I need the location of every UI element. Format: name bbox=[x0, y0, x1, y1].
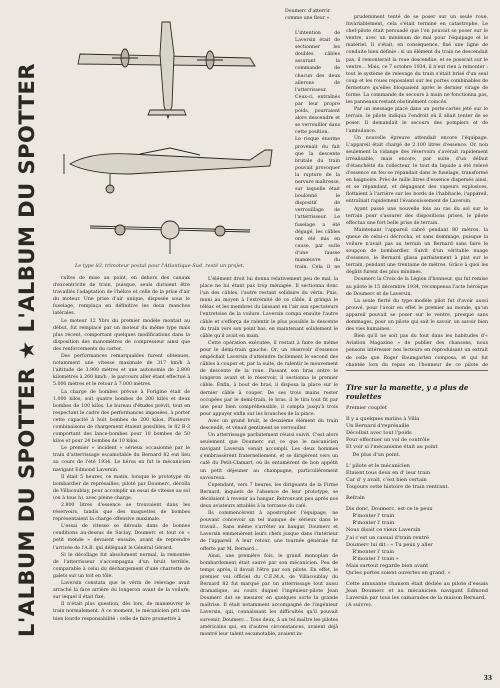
paragraph: Des performances remarquables furent obtenues, notamment une vitesse maximale de 317 km/h à l'altitude de 3.900 mètres et une autonomie de 2.800 kilomètres à 260 km/h ; le parcours aller étant effectué à 5.000 mètres et le retour à 7.000 mètres. bbox=[53, 354, 190, 388]
paragraph: Cependant, vers 7 heures, les dirigeants de la Firme Bernard, inquiets de l'absence de leur prototype, se décidaient à revenir au hangar. Retrouvant peu après nos deux aviateurs attablés à la terrasse du café. bbox=[200, 482, 338, 509]
paragraph: Il était 5 heures, ce matin, lorsque le prototype du bombardier de représailles, piloté par Doumerc, décolla de Villacoublay, pour accomplir un essai de vitesse au sol (ou à tous h), avec pleine charge. bbox=[53, 474, 190, 501]
top-strip-text: Doumerc d'atterrir comme une fleur ». bbox=[285, 9, 331, 21]
song-line: Toujours cette histoire de train rentrant. bbox=[346, 483, 450, 490]
narrow-column bbox=[295, 30, 340, 270]
paragraph: Cette opération exécutée, il restait à faire de même pour le demi-train gauche. Or, un réservoir d'essence empêchait Laversin d'atteindre facilement le second des câbles à couper et, par la suite, de ralentir le mouvement de descente de la roue. Passant son bras entre le longeron avant et le réservoir, il sectionna le premier câble. Enfin, à bout de bras, il disposa la place sur le dernier câble à couper. De ses trois mains rester occupées par le demi-train, le bras, il le tira tout fit par une peur bien compréhensible, il compta jusqu'à trois pour appuyer enfin sur les branches de la pince. bbox=[200, 340, 338, 417]
song-line: De plus d'un point. bbox=[346, 451, 401, 458]
song-line: R'monter l' train bbox=[346, 513, 395, 520]
song-line: R'monter l' train bbox=[346, 520, 395, 527]
paragraph: Doumerc la Croix de la Légion d'honneur, qui fut remise au pilote le 15 décembre 1934, récompensa l'acte héroïque de Doumerc et de Laversin. bbox=[346, 277, 488, 297]
paragraph: Bien qu'il ne soit pas du tout dans les habitudes d'« Aviation Magazine » de publier des chansons, nous pensons intéresser nos lecteurs en reproduisant un extrait de celle que Roger Baumgarten composa, et qui fut chantée lors du repas en l'honneur de ce pilote de bbox=[346, 334, 488, 368]
aircraft-drawing bbox=[50, 14, 290, 264]
page-number: 33 bbox=[483, 675, 492, 682]
figure-caption: Le type 83, trimoteur postal pour l'Atlantique-Sud, resté un projet. bbox=[75, 263, 245, 269]
paragraph: La seule fierté du type modèle pilot fut d'avoir aussi prouvé, pour l'avoir eu effet le premier au monde, qu'un appareil pouvait se poser sur le ventre, presque sans dommages, pour un pilote qui sait le savoir, un savoir bien des vies humaines. bbox=[346, 298, 488, 333]
song-title: Tire sur la manette, y a plus de roulettes bbox=[346, 383, 469, 401]
song-line: Un Bernard d'représaille bbox=[346, 423, 410, 430]
song-line: (A suivre). bbox=[346, 602, 373, 609]
paragraph: L'élément droit lui donna relativement peu de mal, la place ne lui étant pas trop ménagée. Il sectionna donc l'un des câbles, l'autre restant solidaire du vérin. Puis, muni au moyen à l'extrémité de ce câble, il grimpa le téléac et les membres du laissant en l'air aux spectateurs l'entretoise de la voilure. Laversin compa ensuite l'autre câble et s'efforça de ralentir le plus possible la descente du train vers son point bas, en maintenant solidement le câble qu'il avait en main. bbox=[200, 277, 338, 339]
paragraph: Le moteur 12 Ybrs du premier modèle montait au début, fut remplacé par un moteur du même type mais plus récent, comportant quelques modifications dans la disposition des manomètres de compresseur ainsi que des renforcements du carter. bbox=[53, 318, 190, 352]
text-column-left bbox=[53, 275, 190, 670]
song-line: Cette amusante chanson était dédiée au pilote d'essais Jean Doumerc et au mécanicien navigant Edmond Laversin par tous les camarades de la maison Bernard. bbox=[346, 581, 488, 602]
narrow-paragraph: Le risque énorme provenait du fait que la descente brutale du train pouvait provoquer la rupture de la nervure maîtresse, sur laquelle était boulonné le dispositif de verrouillage de l'atterrisseur. Le fuselage a été dégagé, les câbles ont été mis en cause, par suite d'une fausse manœuvre du train. Cela il ne bbox=[295, 137, 340, 270]
paragraph: Ayant passé une nouvelle fois au ras du sol sur le terrain pour s'assurer des dispositions prises, le pilote effectua une fort belle prise de terrain. bbox=[346, 206, 488, 226]
paragraph: Par un message placé dans un porte-cartes jeté sur le terrain, le pilote indiqua l'endroit où il allait tenter de se poser. Il demandait le secours des pompiers et de l'ambulance. bbox=[346, 107, 488, 134]
text-column-middle bbox=[200, 276, 338, 671]
paragraph: cuîtes de mise au point, en dehors des canaux d'excentricité de train, puisque, seuls duraient être travaillés l'adaptation de l'hélice et celle de la prise d'air du moteur. Une prise d'air unique, disposée sous le fuselage, remplaça en définitive les deux manches latérales. bbox=[53, 276, 190, 317]
paragraph: Un atterrissage parfaitement réussi suivit. C'est alors seulement que Doumerc sut ce que le mécanicien navigant Laversin venait accompli. Les deux hommes s'embrassèrent fraternellement, et se dirigèrent vers un café du Petit-Clamart, où ils entamèrent de bon appétit un petit déjeuner au champagne, particulièrement savoureux. bbox=[200, 433, 338, 481]
song-line: L' pilote et le mécanicien bbox=[346, 462, 410, 469]
paragraph: Laversin constata que le vérin de relevage avait arraché la face arrière du longeron avant de la voilure, sur lequel il était fixé. bbox=[53, 581, 190, 601]
song-lines bbox=[346, 405, 488, 609]
song-line: Nous disait ce vieux Laversin bbox=[346, 527, 421, 534]
paragraph: 2.800 litres d'essence se trouvaient dans les réservoirs, tandis que des maquettes de bombes représentaient la charge offensive maximale. bbox=[53, 503, 190, 523]
song-line: Et voir si l'mécanisme était au point bbox=[346, 444, 438, 451]
paragraph: L'essai de vitesse se déroula dans de bonnes conditions au-dessus de Saclay. Doumerc et tout ce « petit monde » devaient ensuite, avant de reprendre l'arrivée de l'A.B. qui déléguait le Général Gérard. bbox=[53, 524, 190, 551]
side-title-banner bbox=[12, 30, 42, 670]
song-section bbox=[346, 383, 488, 673]
song-line: Mais surtout regarde bien avant bbox=[346, 562, 429, 569]
side-title: L'ALBUM DU SPOTTER ★ L'ALBUM DU SPOTTER bbox=[15, 63, 39, 637]
song-line: Étaient tous deux en d' leur train bbox=[346, 469, 431, 476]
paragraph: Ils commencèrent à apostropher l'équipage, ne pouvant concevoir un tel manque de sérieux dans le travail... Sans même s'arrêter au hangar, Doumerc et Laversin emmenèrent leurs chefs jusque dans l'intérieur de l'appareil. A leur retour, une tournée générale fut offerte par M. Bernard... bbox=[200, 511, 338, 552]
song-line: Qu'les portes soient ouvertes en grand. » bbox=[346, 569, 451, 576]
paragraph: prudemment tenté de se poser sur un seule roue. Invariablement, cela s'était terminé en catastrophe. Le chef-pilote était persuadé que l'on pouvait se poser sur le ventre, avec un minimum de mal pour l'équipage et le matériel. Il s'était, en conséquence, fixé une ligne de conduite bien définie : si un élément du train ne descendait pas, il remonterait la roue descendue, et se poserait sur le ventre... Mais, ce 7 octobre 1934, il n'eut rien à remonter : tout le système de relevage du train s'était brisé d'un seul coup et les roues reposaient sur les portes combinables de fermeture qu'elles bloquaient après le dernier virage de forme. La commande de secours à main ne fonctionna pas, les panneaux restant obstinément coincés. bbox=[346, 15, 488, 106]
paragraph: Si le décollage fut absolument normal, la remontée de l'atterrisseur s'accompagna d'un bruit terrible, comparable à celui du déchargement d'une charrette de galets sur un toit en tôle. bbox=[53, 552, 190, 579]
song-line: Dis donc, Doumerc, est-ce le peux bbox=[346, 506, 433, 513]
song-line: Pour effectuer un vol de contrôle bbox=[346, 437, 430, 444]
paragraph: La charge de bombes prévue à Forigine était de 1.000 kilos, soit quatre bombes de 200 kilos et deux bombes de 100 kilos. Le bureau d'études prévit, tout en respectant le cadre des performances imposées, à porter cette capacité à huit bombes de 200 kilos. Plusieurs combinaisons de chargement étaient possibles, le 82 B-3 comportant des lance-bombes pour 10 bombes de 50 kilos et pour 24 bombes de 10 kilos. bbox=[53, 389, 190, 445]
paragraph: Il n'était plus question, dès lors, de manœuvrer le train normalement. A ce moment, le mécanicien prit une bien lourde responsabilité : celle de faire promettre à bbox=[53, 602, 190, 622]
song-line: R'monter l' train » bbox=[346, 555, 399, 562]
text-column-right bbox=[346, 14, 488, 369]
song-line: R'monter l' train bbox=[346, 548, 395, 555]
paragraph: Maintenant l'appareil cabré pendant 80 mètres, la queue de celui-ci décrocha, et sans dommage, puisque la voilure n'avait pas au terrain un Bernard sans faire le soupçon de bombardier. Suivit d'un véritable nuage d'essence, le Bernard glissa parfaitement à plat sur le terrain, pendant une trentaine de mètres. Grâce à quoi les dégâts furent des plus minimes. bbox=[346, 227, 488, 276]
paragraph: Un nouvelle épreuve attendait encore l'équipage. L'appareil était chargé de 2.100 litres d'essence. Or, non seulement la vidange des réservoirs s'avérait rapidement irréalisable, mais encore, par suite d'un défaut d'étanchéité du collecteur, le tout du liquide a été relevé d'essence en feu se répandait dans le fuselage, transformé en baignoire. Près de mille litres d'essence dispersés ainsi, et se répandant, et dégageant des vapeurs explosives, flottaient à l'arrière sur les bords de l'habitacle, l'appareil, entraînait rapidement l'évanouissement de Laversin. bbox=[346, 135, 488, 205]
song-line: J'ai c'est un casual d'train rentré bbox=[346, 534, 429, 541]
section-divider bbox=[346, 370, 488, 371]
song-line: Il y a quelques matins à Villa bbox=[346, 416, 420, 423]
song-line: Doumerc lui dit : « Tu peux y aller bbox=[346, 541, 433, 548]
paragraph: Le premier « incident » sérieux occasionné par le train d'atterrissage escamotable du Bernard 82 eut lieu au cours de l'été 1934. Le héros en fut le mécanicien navigant Edmond Laversin. bbox=[53, 446, 190, 473]
song-line: Car d' y avait, c'est bien certain bbox=[346, 476, 427, 483]
paragraph: Ainsi, une première fois, le grand monoplan de bombardement était sauvé par son mécanicien. Peu de temps après, il devait l'être par son pilote. En effet, le premier vol officiel du C.E.M.A. de Villacoublay du Bernard 82 fut marqué par un atterrissage tout aussi dramatique, au cours duquel l'ingénieur-pilote Jean Doumerc dut se mesurer en quelques sorte la grande maîtrise. Il était notamment accompagné de l'ingénieur Laversin, qui, connaissant les difficultés qu'il pouvait survenir, Doumerc... Tous deux, à un tel maître les pilotes américains qui, en d'autres circonstances, avaient déjà montré leur talent escamotable, avaient in- bbox=[200, 553, 338, 637]
paragraph: Avec un grand bruit, le deuxième élément du train descendit, et venait gentiment se verrouiller. bbox=[200, 418, 338, 431]
song-line: Refrain bbox=[346, 495, 365, 502]
narrow-paragraph: L'intention de Laversin était de sectionner les doubles câbles assurant la commande de chacun des deux ailerons de l'atterrisseur. Ceux-ci, entraînés par leur propre poids, pourraient alors descendre et se verrouiller dans cette position. bbox=[295, 31, 340, 136]
song-line: Premier couplet bbox=[346, 405, 387, 411]
song-line: Décollait avec tout l'poids bbox=[346, 430, 412, 437]
